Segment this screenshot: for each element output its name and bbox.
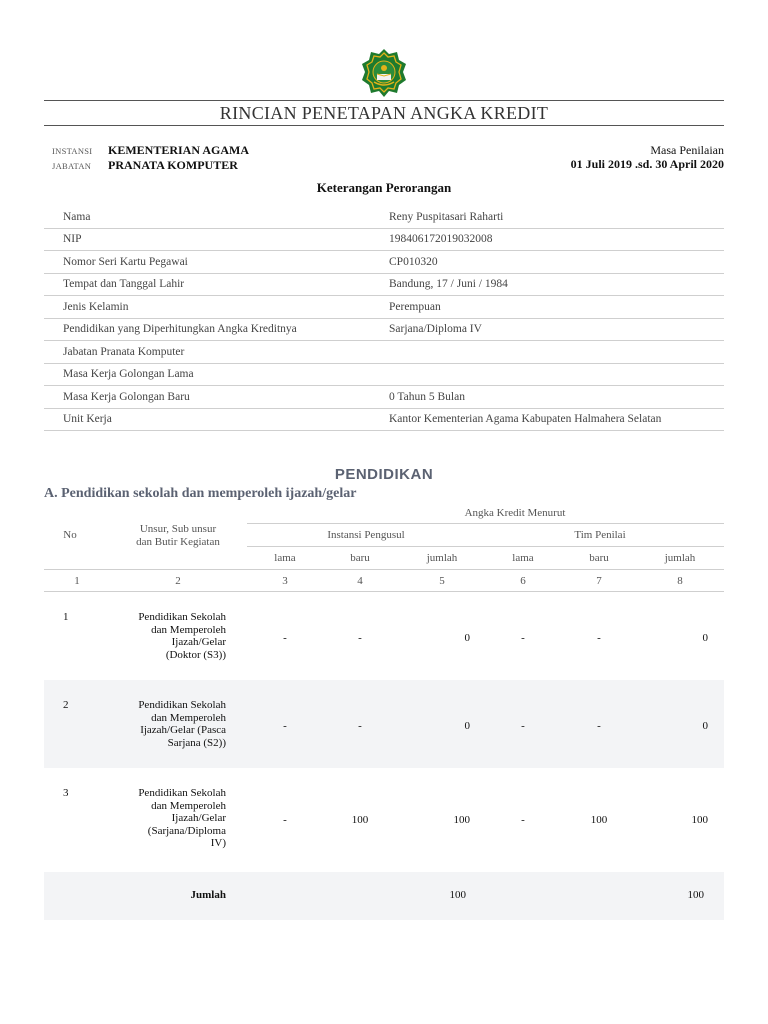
col-instansi-pengusul: Instansi Pengusul [327, 529, 405, 541]
col-unsur: dan Butir Kegiatan [136, 536, 220, 548]
col-number: 6 [520, 575, 526, 587]
info-label: Nomor Seri Kartu Pegawai [44, 251, 381, 274]
info-row [44, 341, 724, 364]
personal-section-title: Keterangan Perorangan [316, 180, 452, 195]
row-unsur-line: Pendidikan Sekolah [138, 699, 226, 711]
title-bottom-rule [44, 125, 724, 126]
col-unsur: Unsur, Sub unsur [139, 523, 217, 535]
info-label: NIP [44, 228, 381, 251]
col-no: No [63, 529, 77, 541]
info-value: Bandung, 17 / Juni / 1984 [381, 273, 724, 296]
row-value: - [283, 720, 287, 732]
instansi-value: KEMENTERIAN AGAMA [108, 143, 250, 157]
info-label: Jabatan Pranata Komputer [44, 341, 381, 364]
info-value: CP010320 [381, 251, 724, 274]
total-instansi: 100 [449, 889, 466, 901]
pendidikan-title: PENDIDIKAN [334, 466, 434, 483]
col-number: 5 [439, 575, 445, 587]
info-label: Unit Kerja [44, 408, 381, 431]
masa-value: 01 Juli 2019 .sd. 30 April 2020 [570, 157, 724, 171]
info-row [44, 296, 724, 319]
row-value: - [597, 720, 601, 732]
row-value: - [283, 632, 287, 644]
pendidikan-subtitle: A. Pendidikan sekolah dan memperoleh ijazah/gelar [44, 486, 357, 501]
row-unsur-line: Ijazah/Gelar [171, 812, 226, 824]
row-unsur-line: dan Memperoleh [151, 711, 226, 724]
row-unsur-line: Pendidikan Sekolah [138, 787, 226, 799]
row-value: 100 [453, 814, 470, 827]
info-label: Masa Kerja Golongan Lama [44, 363, 381, 386]
col-number: 8 [677, 575, 683, 587]
row-unsur-line: Ijazah/Gelar (Pasca [140, 724, 226, 736]
personal-info-table [44, 206, 724, 431]
row-value: - [358, 632, 362, 644]
header-rule [44, 569, 724, 570]
row-value: 100 [351, 814, 369, 827]
info-value: Perempuan [381, 296, 724, 319]
col-sub-jumlah: jumlah [664, 552, 696, 564]
info-value: Sarjana/Diploma IV [381, 318, 724, 341]
info-row [44, 228, 724, 251]
row-value: 100 [691, 814, 708, 827]
row-unsur-line: Pendidikan Sekolah [138, 611, 226, 623]
info-value [381, 363, 724, 386]
info-value [381, 341, 724, 364]
row-no: 2 [63, 699, 69, 711]
kemenag-logo-emblem [359, 48, 409, 98]
row-value: 0 [464, 720, 470, 732]
info-value: Reny Puspitasari Raharti [381, 206, 724, 228]
col-sub-lama: lama [274, 552, 296, 564]
row-value: - [283, 814, 287, 827]
jabatan-label: JABATAN [52, 161, 92, 171]
col-number: 1 [74, 575, 80, 587]
info-row [44, 386, 724, 409]
row-value: - [358, 720, 362, 732]
row-value: - [521, 632, 525, 644]
row-unsur-line: Sarjana (S2)) [167, 736, 226, 749]
instansi-label: INSTANSI [52, 146, 93, 156]
total-tim: 100 [687, 889, 704, 901]
header-rule [44, 591, 724, 592]
info-label: Pendidikan yang Diperhitungkan Angka Kreditnya [44, 318, 381, 341]
col-number: 4 [357, 575, 363, 587]
info-label: Masa Kerja Golongan Baru [44, 386, 381, 409]
col-tim-penilai: Tim Penilai [574, 529, 626, 541]
info-row [44, 251, 724, 274]
info-label: Jenis Kelamin [44, 296, 381, 319]
info-row [44, 408, 724, 431]
col-number: 7 [596, 575, 602, 587]
document-title: RINCIAN PENETAPAN ANGKA KREDIT [219, 103, 549, 123]
row-value: 0 [702, 632, 708, 644]
row-value: 100 [590, 814, 608, 827]
row-unsur-line: (Sarjana/Diploma [147, 824, 226, 837]
col-sub-lama: lama [512, 552, 534, 564]
header-rule [247, 546, 724, 547]
meta-right [571, 143, 724, 171]
masa-label: Masa Penilaian [650, 143, 724, 157]
col-sub-baru: baru [350, 552, 370, 564]
row-value: - [521, 720, 525, 732]
row-unsur-line: dan Memperoleh [151, 799, 226, 812]
header-rule [247, 523, 724, 524]
info-row [44, 273, 724, 296]
info-value: 198406172019032008 [381, 228, 724, 251]
row-unsur-line: Ijazah/Gelar [171, 636, 226, 648]
col-number: 3 [282, 575, 288, 587]
row-unsur-line: dan Memperoleh [151, 623, 226, 636]
info-value: Kantor Kementerian Agama Kabupaten Halmahera Selatan [381, 408, 724, 431]
col-sub-baru: baru [589, 552, 609, 564]
col-number: 2 [175, 575, 181, 587]
total-label: Jumlah [190, 889, 226, 901]
row-value: 0 [464, 632, 470, 644]
info-row [44, 318, 724, 341]
info-row [44, 206, 724, 228]
jabatan-value: PRANATA KOMPUTER [108, 158, 238, 172]
row-unsur-line: IV) [210, 837, 226, 849]
row-value: - [521, 814, 525, 827]
row-unsur-line: (Doktor (S3)) [165, 648, 226, 661]
title-top-rule [44, 100, 724, 101]
row-value: 0 [702, 720, 708, 732]
meta-left [52, 143, 249, 173]
row-no: 1 [63, 611, 69, 623]
col-angka-kredit: Angka Kredit Menurut [464, 507, 566, 519]
info-row [44, 363, 724, 386]
info-value: 0 Tahun 5 Bulan [381, 386, 724, 409]
info-label: Nama [44, 206, 381, 228]
col-sub-jumlah: jumlah [426, 552, 458, 564]
info-label: Tempat dan Tanggal Lahir [44, 273, 381, 296]
row-value: - [597, 632, 601, 644]
row-no: 3 [63, 787, 69, 799]
